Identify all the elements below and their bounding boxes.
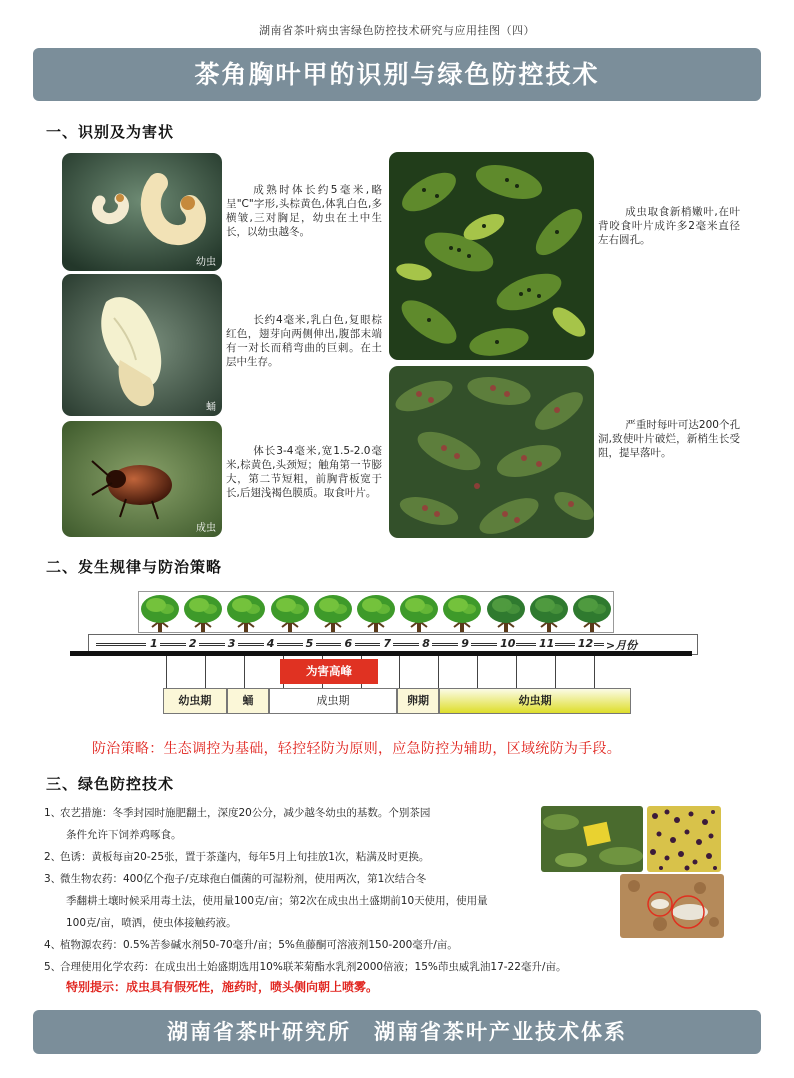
measure-line — [44, 935, 458, 955]
stage-segment: 蛹 — [227, 688, 270, 714]
fungus-infected-beetle-photo — [620, 874, 724, 938]
measure-text: 色诱：黄板每亩20-25张，置于茶蓬内，每年5月上旬挂放1次，粘满及时更换。 — [60, 851, 430, 863]
damage-description-1: 成虫取食新梢嫩叶,在叶背咬食叶片成许多2毫米直径左右圆孔。 — [598, 206, 740, 246]
stage-segment: 卵期 — [397, 688, 440, 714]
tree-icon — [398, 591, 441, 637]
axis-double-line — [238, 643, 264, 646]
month-label: 6 — [344, 637, 353, 650]
axis-double-line — [393, 643, 419, 646]
month-tick — [594, 656, 595, 688]
adult-tag: 成虫 — [196, 523, 216, 534]
tree-icon — [355, 591, 398, 637]
axis-double-line — [555, 643, 575, 646]
axis-double-line — [471, 643, 497, 646]
stage-segment: 成虫期 — [269, 688, 397, 714]
tree-icon — [441, 591, 484, 637]
tree-icon — [225, 591, 268, 637]
month-label: 5 — [305, 637, 314, 650]
measure-line — [44, 847, 429, 867]
month-tick — [205, 656, 206, 688]
axis-double-line — [516, 643, 536, 646]
month-label: 3 — [227, 637, 236, 650]
section2-title: 二、发生规律与防治策略 — [46, 558, 223, 576]
pupa-description: 长约4毫米,乳白色,复眼棕红色，翅芽向两侧伸出,腹部末端有一对长而稍弯曲的巨刺。在土层中生存。 — [226, 314, 382, 368]
measure-line — [44, 869, 426, 889]
measure-number: 5、 — [44, 961, 62, 973]
measure-line: 条件允许下饲养鸡啄食。 — [66, 829, 182, 841]
axis-arrow — [594, 643, 604, 646]
poster-subtitle: 湖南省茶叶病虫害绿色防控技术研究与应用挂图（四） — [259, 24, 535, 37]
month-tick — [244, 656, 245, 688]
tree-icon — [571, 591, 614, 637]
adult-photo — [62, 421, 222, 537]
stage-segment: 幼虫期 — [163, 688, 227, 714]
sticky-board-photo — [647, 806, 721, 872]
axis-double-line — [96, 643, 146, 646]
axis-double-line — [160, 643, 186, 646]
measure-text: 农艺措施：冬季封园时施肥翻土，深度20公分，减少越冬幼虫的基数。个别茶园 — [60, 807, 431, 819]
pupa-tag: 蛹 — [206, 402, 216, 413]
measure-text: 植物源农药：0.5%苦参碱水剂50-70毫升/亩；5%鱼藤酮可溶液剂150-200毫升/亩。 — [60, 939, 458, 951]
month-tick — [555, 656, 556, 688]
month-label: 4 — [266, 637, 275, 650]
axis-double-line — [355, 643, 381, 646]
tree-icon — [269, 591, 312, 637]
larva-description: 成熟时体长约5毫米,略呈"C"字形,头棕黄色,体乳白色,多横皱,三对胸足，幼虫在土中生长，以幼虫越冬。 — [226, 184, 382, 238]
month-label: 10 — [500, 637, 516, 650]
section1-title: 一、识别及为害状 — [46, 123, 175, 141]
tree-icon — [528, 591, 571, 637]
larva-tag: 幼虫 — [196, 257, 216, 268]
measure-line: 季翻耕土壤时候采用毒土法，使用量100克/亩；第2次在成虫出土盛期前10天使用，使用量 — [66, 895, 488, 907]
damage-photo-1 — [389, 152, 594, 360]
month-label: 7 — [383, 637, 392, 650]
month-label: 9 — [461, 637, 469, 650]
pupa-photo — [62, 274, 222, 416]
measure-line — [44, 803, 430, 823]
month-label: 11 — [539, 637, 555, 650]
month-label: 2 — [188, 637, 197, 650]
axis-double-line — [199, 643, 225, 646]
adult-description: 体长3-4毫米,宽1.5-2.0毫米,棕黄色,头颈短；触角第一节膨大，第二节短粗，前胸背板宽于长,后翅浅褐色膜质。取食叶片。 — [226, 445, 382, 499]
month-tick — [399, 656, 400, 688]
month-label: 8 — [422, 637, 430, 650]
stage-segment: 幼虫期 — [439, 688, 631, 714]
axis-double-line — [432, 643, 458, 646]
month-label: 1 — [150, 637, 158, 650]
measure-text: 微生物农药：400亿个孢子/克球孢白僵菌的可湿粉剂，使用两次，第1次结合冬 — [60, 873, 427, 885]
month-unit-label: >月份 — [605, 639, 638, 652]
poster-title: 茶角胸叶甲的识别与绿色防控技术 — [194, 60, 600, 89]
measure-line: 100克/亩，喷洒，使虫体接触药液。 — [66, 917, 237, 929]
damage-description-2: 严重时每叶可达200个孔洞,致使叶片破烂，新梢生长受阻，提早落叶。 — [598, 419, 740, 459]
measure-line — [44, 957, 566, 977]
measure-text: 合理使用化学农药：在成虫出土始盛期选用10%联苯菊酯水乳剂2000倍液；15%茚虫威乳油17-22毫升/亩。 — [60, 961, 567, 973]
damage-peak-label: 为害高峰 — [280, 659, 378, 684]
larva-photo — [62, 153, 222, 271]
month-tick — [438, 656, 439, 688]
axis-double-line — [277, 643, 303, 646]
tree-icon — [182, 591, 225, 637]
section3-title: 三、绿色防控技术 — [46, 775, 175, 793]
measure-number: 1、 — [44, 807, 62, 819]
month-tick — [477, 656, 478, 688]
axis-double-line — [316, 643, 342, 646]
footer-banner — [33, 1010, 761, 1054]
damage-photo-2 — [389, 366, 594, 538]
footer-text: 湖南省茶叶研究所 湖南省茶叶产业技术体系 — [167, 1020, 627, 1044]
tree-icon — [312, 591, 355, 637]
measure-number: 3、 — [44, 873, 62, 885]
month-tick — [166, 656, 167, 688]
yellow-board-photo — [541, 806, 643, 872]
measure-number: 2、 — [44, 851, 62, 863]
tree-icon — [139, 591, 182, 637]
tree-icon — [485, 591, 528, 637]
month-axis-line — [70, 651, 692, 656]
special-tip: 特别提示：成虫具有假死性，施药时，喷头侧向朝上喷雾。 — [66, 980, 379, 994]
month-tick — [516, 656, 517, 688]
month-label: 12 — [577, 637, 594, 650]
measure-number: 4、 — [44, 939, 62, 951]
poster-title-banner — [33, 48, 761, 101]
control-strategy: 防治策略：生态调控为基础，轻控轻防为原则，应急防控为辅助，区域统防为手段。 — [92, 741, 622, 757]
